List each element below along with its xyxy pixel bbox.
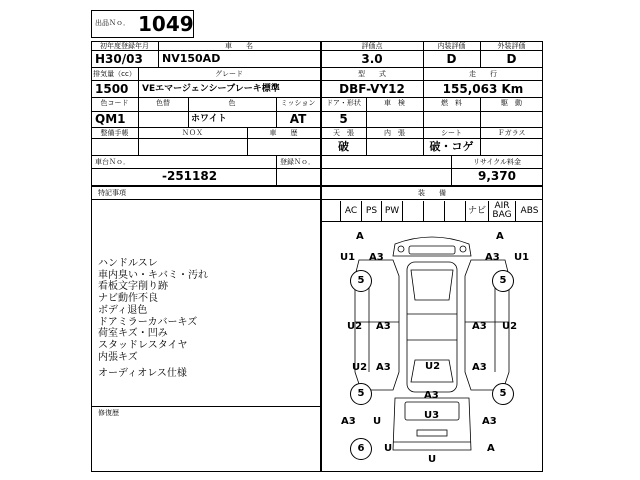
equipment-title: 装 備	[418, 189, 446, 197]
mark-front-left: A	[356, 231, 364, 242]
interior-panel-label: 内 張	[384, 129, 405, 137]
color-code: QM1	[95, 112, 126, 126]
service-book-label: 整備手帳	[100, 129, 129, 137]
color-change-label: 色替	[156, 99, 170, 107]
interior-grade-label: 内装評価	[437, 42, 466, 50]
exterior-grade-label: 外装評価	[497, 42, 526, 50]
chassis-number-label: 車台Ｎｏ．	[95, 158, 130, 166]
color-code-label: 色コード	[100, 99, 129, 107]
mileage: 155,063 Km	[442, 82, 524, 96]
recycle-fee-label: リサイクル料金	[472, 158, 522, 166]
mark-u3: U3	[424, 410, 440, 421]
remark-line: 荷室キズ・凹み	[98, 328, 168, 340]
mark-a3-rear-left: A3	[376, 362, 391, 373]
mark-u1-right: U1	[514, 252, 530, 263]
repair-history-title: 修復歴	[98, 409, 119, 417]
doors-label: ドア・形状	[326, 99, 361, 107]
transmission: AT	[289, 112, 307, 126]
inspection-label: 車 検	[384, 99, 405, 107]
mark-a3-rear-right: A3	[472, 362, 487, 373]
equipment-abs: ABS	[520, 206, 539, 216]
mark-front-right: A	[496, 231, 504, 242]
first-registration-label: 初年度登録年月	[100, 42, 149, 50]
mark-a3-mid-right: A3	[472, 321, 487, 332]
car-name: NV150AD	[162, 52, 221, 65]
equipment-pw: PW	[382, 201, 403, 221]
equipment-ps: PS	[362, 201, 382, 221]
fuel-label: 燃 料	[441, 99, 462, 107]
remark-line: ハンドルスレ	[98, 258, 158, 269]
equipment-ac: AC	[341, 201, 362, 221]
mark-u-bottom-left-1: U	[373, 416, 382, 427]
mark-a3-back: A3	[424, 390, 439, 401]
headliner: 破	[338, 140, 349, 153]
equipment-blank-1	[321, 201, 341, 221]
mark-a3-bottom-right: A3	[482, 416, 497, 427]
equipment-blank-2	[403, 201, 424, 221]
seat: 破・コゲ	[429, 140, 474, 153]
score-label: 評価点	[361, 42, 383, 50]
drive-label: 駆 動	[501, 99, 522, 107]
mark-a3-front-left: A3	[369, 252, 384, 263]
mark-a3-bottom-left: A3	[341, 416, 356, 427]
tire-rear-right: 5	[492, 383, 514, 405]
mark-a3-mid-left: A3	[376, 321, 391, 332]
mileage-label: 走 行	[469, 70, 497, 78]
remark-line: オーディオレス仕様	[98, 368, 187, 379]
tire-front-left: 5	[350, 270, 372, 292]
remark-line: 看板文字削り跡	[98, 281, 168, 293]
exterior-grade: D	[506, 52, 517, 66]
remark-line: ドアミラーカバーキズ	[98, 316, 198, 328]
mark-u1-left: U1	[340, 252, 356, 263]
registration-number-label: 登録Ｎｏ．	[280, 158, 315, 166]
mark-u2-right: U2	[502, 321, 518, 332]
tire-rear-left: 5	[350, 383, 372, 405]
score: 3.0	[361, 52, 383, 66]
color: ホワイト	[191, 114, 227, 124]
displacement-label: 排気量（cc）	[93, 70, 136, 78]
mark-a3-front-right: A3	[485, 252, 500, 263]
model-code: DBF-VY12	[339, 82, 405, 96]
mark-u-bottom-left-2: U	[384, 443, 393, 454]
mark-u2-rear-left: U2	[352, 362, 368, 373]
lot-number-label: 出品Ｎｏ．	[95, 19, 130, 27]
mark-u2-left: U2	[347, 321, 363, 332]
interior-grade: D	[446, 52, 457, 66]
mark-u2-center: U2	[425, 361, 441, 372]
equipment-blank-4	[445, 201, 466, 221]
remark-line: ボディ退色	[98, 304, 148, 316]
remark-line: 車内臭い・キバミ・汚れ	[98, 269, 208, 281]
remark-line: スタッドレスタイヤ	[98, 339, 188, 351]
grade: VEエマージェンシーブレーキ標準	[142, 84, 280, 94]
nox-label: ＮＯＸ	[182, 129, 203, 137]
model-code-label: 型 式	[358, 70, 386, 78]
doors: 5	[339, 112, 348, 126]
remarks-title: 特記事項	[98, 189, 126, 197]
grade-label: グレード	[215, 70, 243, 78]
equipment-blank-3	[424, 201, 445, 221]
transmission-label: ミッション	[280, 99, 316, 107]
remark-line: 内張キズ	[98, 351, 138, 363]
equipment-navi: ナビ	[466, 201, 489, 221]
tire-front-right: 5	[492, 270, 514, 292]
recycle-fee: 9,370	[478, 169, 516, 183]
headliner-label: 天 張	[333, 129, 354, 137]
seat-label: シート	[441, 129, 462, 137]
mark-a-bottom-right: A	[487, 443, 495, 454]
displacement: 1500	[95, 82, 129, 96]
lot-number: 1049	[138, 12, 194, 36]
windshield-label: Ｆガラス	[497, 129, 526, 137]
chassis-number: -251182	[162, 169, 218, 183]
car-name-label: 車 名	[225, 42, 253, 50]
history-label: 車 歴	[269, 129, 298, 137]
remark-line: ナビ動作不良	[98, 293, 158, 305]
first-registration: H30/03	[95, 52, 143, 66]
mark-u-bottom: U	[428, 454, 437, 465]
tire-spare: 6	[350, 438, 372, 460]
color-label: 色	[228, 99, 236, 107]
equipment-airbag: AIR BAG	[489, 201, 516, 221]
